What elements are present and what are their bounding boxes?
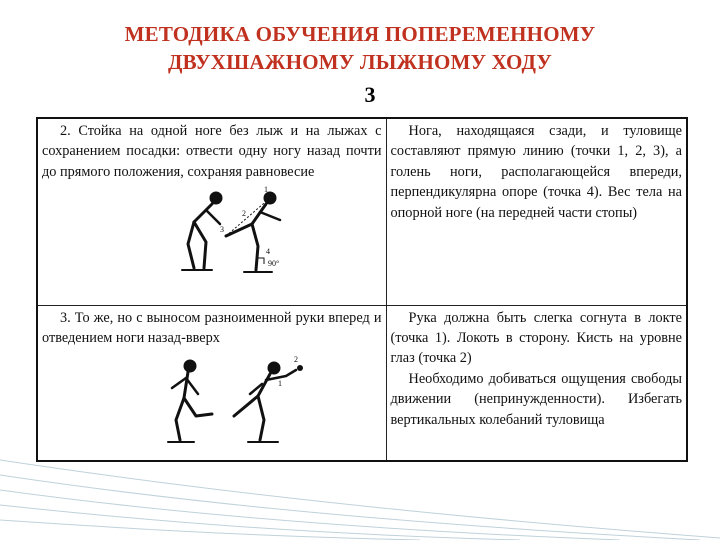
- extended-leg-icon: [226, 224, 252, 236]
- skier-figure-2: [154, 354, 324, 454]
- figure-label: 4: [266, 247, 270, 257]
- exercise-cell: [37, 118, 386, 305]
- extended-leg-icon: [234, 396, 258, 416]
- torso-icon: [184, 372, 188, 398]
- exercise-text: 3. То же, но с выносом разноименной руки вперед и отведением ноги назад-вверх: [42, 309, 382, 346]
- figure-label: 1: [264, 185, 268, 195]
- slide-number: 3: [364, 82, 376, 107]
- leg-icon: [188, 222, 194, 268]
- head-icon: [211, 193, 221, 203]
- exercise-text: 2. Стойка на одной ноге без лыж и на лыжах с сохранением посадки: отвести одну ногу назад почти до прямого положения, сохраняя равновесие: [42, 123, 382, 180]
- instruction-cell: [386, 118, 687, 305]
- table-row: [37, 118, 687, 305]
- figure-label: 1: [278, 379, 282, 389]
- instruction-cell: [386, 305, 687, 461]
- figure-label: 3: [220, 225, 224, 235]
- leg-icon: [176, 398, 184, 440]
- exercise-table: [36, 117, 688, 462]
- title-line-1: МЕТОДИКА ОБУЧЕНИЯ ПОПЕРЕМЕННОМУ: [124, 22, 596, 46]
- slide-title: [0, 20, 720, 76]
- figure-label: 2: [242, 209, 246, 219]
- instruction-text: Рука должна быть слегка согнута в локте (точка 1). Локоть в сторону. Кисть на уровне глаз (точка 2): [390, 309, 682, 367]
- skier-figure-1: [160, 184, 320, 284]
- figure-label: 2: [294, 355, 298, 365]
- table-row: [37, 305, 687, 461]
- exercise-cell: [37, 305, 386, 461]
- instruction-text: Нога, находящаяся сзади, и туловище составляют прямую линию (точки 1, 2, 3), а голень ноги, располагающейся впереди, перпендикулярна опоре (точка 4). Вес тела на опорной ноге (на передней части стопы): [390, 123, 682, 221]
- title-line-2: ДВУХШАЖНОМУ ЛЫЖНОМУ ХОДУ: [168, 50, 552, 74]
- instruction-text: Необходимо добиваться ощущения свободы движении (непринужденности). Избегать вертикальных колебаний туловища: [390, 370, 682, 428]
- figure-label: 90°: [268, 259, 280, 269]
